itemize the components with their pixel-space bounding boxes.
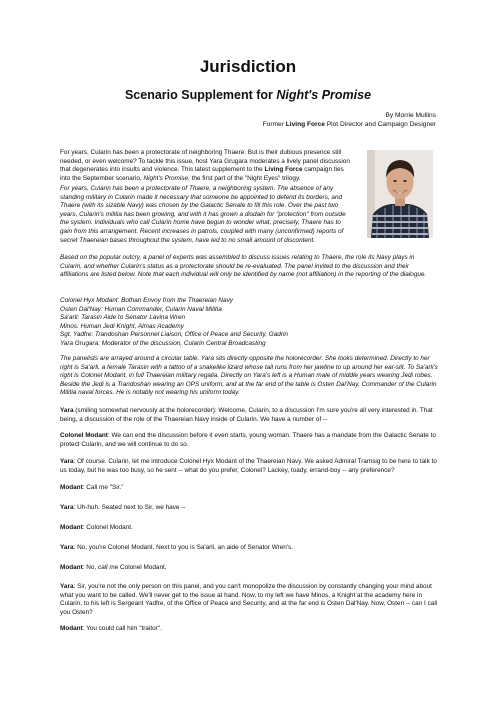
byline-role-post: Plot Director and Campaign Designer (324, 121, 436, 128)
speaker-name: Yara (60, 504, 74, 511)
panel-member: Osten Dal'Nay: Human Commander, Cularin Naval Militia (60, 305, 222, 313)
dialogue-text: : We can end the discussion before it even starts, young woman. Thaere has a mandate from the Galactic Senate to protect Cularin, and we will continue to do so. (60, 432, 436, 448)
dialogue-line (60, 484, 438, 493)
dialogue-line (60, 583, 438, 617)
byline-role-bold: Living Force (285, 121, 325, 128)
byline-role-pre: Former (262, 121, 286, 128)
dialogue-text: : No, you're Colonel Modant. Next to you is Sa'arli, an aide of Senator Wren's. (73, 544, 294, 551)
dialogue-line (60, 407, 438, 424)
dialogue-line (60, 544, 438, 553)
setting-paragraph (60, 355, 438, 398)
speaker-name: Yara (60, 407, 74, 414)
dialogue-line (60, 432, 438, 449)
dialogue-text: : Call me "Sir." (82, 484, 124, 491)
dialogue-text: : You could call him "traitor". (82, 625, 162, 632)
speaker-name: Colonel Modant (60, 432, 108, 439)
panel-member: Sa'arli: Tarasin Aide to Senator Lavina Wren (60, 314, 186, 322)
dialogue-text: : No, (82, 564, 98, 571)
panel-member: Yara Grugara: Moderator of the discussion, Cularin Central Broadcasting (60, 339, 266, 347)
intro-text-b: campaign ties into the September scenario, (60, 166, 344, 182)
setting-text: The panelists are arrayed around a circular table. Yara sits directly opposite the holorecorder. She looks determined. Directly to her right is Sa'arli, a female Tarasin with a tattoo of a snakelike lizard whose tail runs from her jawline to up around her ear-slit. To Sa'arli's right is Colonel Modant, in full Thaereian military regalia. Directly on Yara's left is a Human male of middle years wearing Jedi robes. Beside the Jedi is a Trandoshan wearing an OPS uniform, and at the far end of the table is Osten Dal'Nay, Commander of the Cularin Militia naval forces. He is notably not wearing his uniform today. (60, 355, 438, 397)
intro-text-a: For years, Cularin has been a protectorate of neighboring Thaere. But is their dubious presence still needed, or even welcome? To tackle this issue, host Yara Grugara moderates a lively panel discussion that degenerates into insults and violence. This latest supplement to the (60, 149, 350, 174)
dialogue-line (60, 458, 438, 475)
dialogue-line (60, 524, 438, 533)
panel-member: Sgt. Yadfre: Trandoshan Personnel Liaison, Office of Peace and Security, Gadrin (60, 331, 288, 339)
intro-bold: Living Force (264, 166, 303, 174)
intro-paragraph (60, 149, 350, 183)
dialogue-text-tail: Colonel Modant. (118, 564, 167, 571)
page-title: Jurisdiction (199, 57, 297, 76)
panel-intro-paragraph (60, 254, 438, 280)
dialogue-text: : Uh-huh. Seated next to Sir, we have -- (73, 504, 186, 511)
dialogue-emphasis: call me (98, 564, 119, 571)
dialogue-line (60, 504, 438, 513)
dialogue-text: : Of course. Cularin, let me introduce Colonel Hyx Modant of the Thaereian Navy. We asked Admiral Tramsig to be here to talk to us today, but he was too busy, so he sent -- what do you prefer, Colonel? Lackey, toady, errand-boy -- any preference? (60, 458, 437, 474)
subtitle-prefix: Scenario Supplement for (124, 88, 277, 102)
intro-text-c: , the first part of the "Night Eyes" trilogy. (188, 174, 301, 182)
dialogue-text: : Colonel Modant. (82, 524, 133, 531)
dialogue-text: : Sir, you're not the only person on this panel, and you can't monopolize the discussion by constantly changing your mind about what you want to be called. We'll never get to the issue at hand. Now, to my left we have Minos, a Knight at the academy here in Cularin, to his left is Sergeant Yadfre, of the Office of Peace and Security, and at the far end is Osten Dal'Nay. Now, Osten -- can I call you Osten? (60, 583, 438, 616)
panel-member: Minos: Human Jedi Knight, Almas Academy (60, 322, 184, 330)
speaker-name: Modant (60, 484, 83, 491)
byline-role (263, 120, 436, 129)
panel-intro-text: Based on the popular outcry, a panel of experts was assembled to discuss issues relating to Thaere, the role its Navy plays in Cularin, and whether Cularin's status as a protectorate should be re-evaluated. The panel invited to the discussion and their affiliations are listed below. Note that each individual will only be identified by name (not affiliation) in the reporting of the dialogue. (60, 254, 427, 279)
author-photo (367, 150, 433, 238)
byline (263, 111, 436, 129)
speaker-name: Yara (60, 583, 74, 590)
byline-author: By Morrie Mullins (385, 112, 436, 119)
speaker-name: Yara (60, 458, 74, 465)
speaker-name: Yara (60, 544, 74, 551)
speaker-name: Modant (60, 564, 83, 571)
speaker-name: Modant (60, 625, 83, 632)
background-text: For years, Cularin has been a protectorate of Thaere, a neighboring system. The absence of any standing military in Cularin made it necessary that someone be appointed to defend its borders, and Thaere (with its sizable Navy) was chosen by the Galactic Senate to fill this role. Over the past two years, Cularin's militia has been growing, and with it has grown a disdain for "protection" from outside the system. Individuals who call Cularin home have begun to wonder what, precisely, Thaere has to gain from this arrangement. Recent increases in patrols, coupled with many (unconfirmed) reports of secret Thaereian bases throughout the system, have led to no small amount of discontent. (60, 185, 346, 244)
page-subtitle (0, 88, 496, 102)
subtitle-scenario-name: Night's Promise (276, 88, 372, 102)
panel-member: Colonel Hyx Modant: Bothan Envoy from the Thaereian Navy (60, 297, 233, 304)
dialogue-line (60, 625, 438, 634)
intro-italic: Night's Promise (143, 174, 189, 182)
background-paragraph (60, 185, 353, 245)
panel-list (60, 297, 438, 349)
speaker-name: Modant (60, 524, 83, 531)
dialogue-text: (smiling somewhat nervously at the holorecorder): Welcome, Cularin, to a discussion I'm sure you're all very interested in. That being, a discussion of the role of the Thaereian Navy inside of Cularin. We have a number of -- (60, 407, 433, 423)
dialogue-line (60, 564, 438, 573)
